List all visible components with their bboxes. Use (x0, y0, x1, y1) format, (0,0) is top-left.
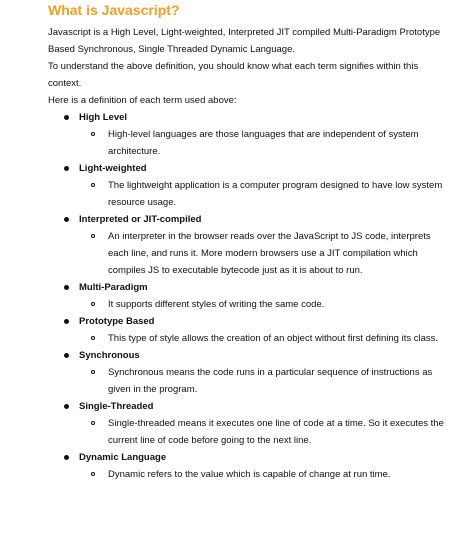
circle-bullet-icon (91, 421, 95, 425)
circle-bullet-icon (91, 472, 95, 476)
intro-paragraph-context: To understand the above definition, you should know what each term signifies within this context. (48, 61, 419, 89)
term-label: Interpreted or JIT-compiled (79, 214, 202, 225)
bullet-icon (64, 455, 69, 460)
term-label: Dynamic Language (79, 452, 167, 463)
term-label: Prototype Based (79, 316, 155, 327)
term-definition-text: Dynamic refers to the value which is capable of change at run time. (108, 469, 391, 480)
term-definition-text: An interpreter in the browser reads over the JavaScript to JS code, interprets each line, and runs it. More modern browsers use a JIT compilation which compiles JS to executable bytecode just as it is about to run. (108, 231, 431, 276)
circle-bullet-icon (91, 336, 95, 340)
page-title: What is Javascript? (48, 2, 180, 18)
term-label: Single-Threaded (79, 401, 154, 412)
term-definition (79, 415, 452, 449)
circle-bullet-icon (91, 132, 95, 136)
term-label: Multi-Paradigm (79, 282, 148, 293)
term-definition-text: The lightweight application is a computer program designed to have low system resource usage. (108, 180, 443, 208)
term-definition-text: It supports different styles of writing the same code. (108, 299, 325, 310)
term-label: High Level (79, 112, 128, 123)
bullet-icon (64, 217, 69, 222)
term-definition (79, 296, 452, 313)
term-definition (79, 466, 452, 483)
term-item-light-weighted (79, 160, 452, 211)
circle-bullet-icon (91, 234, 95, 238)
document-body (48, 24, 452, 483)
term-item-synchronous (79, 347, 452, 398)
term-item-multi-paradigm (79, 279, 452, 313)
bullet-icon (64, 353, 69, 358)
term-definition-text: Synchronous means the code runs in a particular sequence of instructions as given in the program. (108, 367, 433, 395)
term-item-interpreted (79, 211, 452, 279)
term-definition (79, 177, 452, 211)
bullet-icon (64, 115, 69, 120)
term-definition (79, 228, 452, 279)
bullet-icon (64, 166, 69, 171)
term-definition-text: This type of style allows the creation of an object without first defining its class. (108, 333, 439, 344)
term-item-prototype-based (79, 313, 452, 347)
circle-bullet-icon (91, 370, 95, 374)
term-item-high-level (79, 109, 452, 160)
term-item-single-threaded (79, 398, 452, 449)
term-definition-text: Single-threaded means it executes one line of code at a time. So it executes the current line of code before going to the next line. (108, 418, 444, 446)
intro-paragraph-definition: Javascript is a High Level, Light-weighted, Interpreted JIT compiled Multi-Paradigm Prototype Based Synchronous, Single Threaded Dynamic Language. (48, 27, 441, 55)
bullet-icon (64, 285, 69, 290)
circle-bullet-icon (91, 302, 95, 306)
term-list (48, 109, 452, 483)
bullet-icon (64, 319, 69, 324)
term-definition (79, 330, 452, 347)
term-label: Light-weighted (79, 163, 147, 174)
term-definition (79, 364, 452, 398)
intro-paragraph-list-lead: Here is a definition of each term used above: (48, 95, 237, 106)
term-label: Synchronous (79, 350, 140, 361)
term-definition-text: High-level languages are those languages that are independent of system architecture. (108, 129, 419, 157)
bullet-icon (64, 404, 69, 409)
term-definition (79, 126, 452, 160)
term-item-dynamic-language (79, 449, 452, 483)
circle-bullet-icon (91, 183, 95, 187)
